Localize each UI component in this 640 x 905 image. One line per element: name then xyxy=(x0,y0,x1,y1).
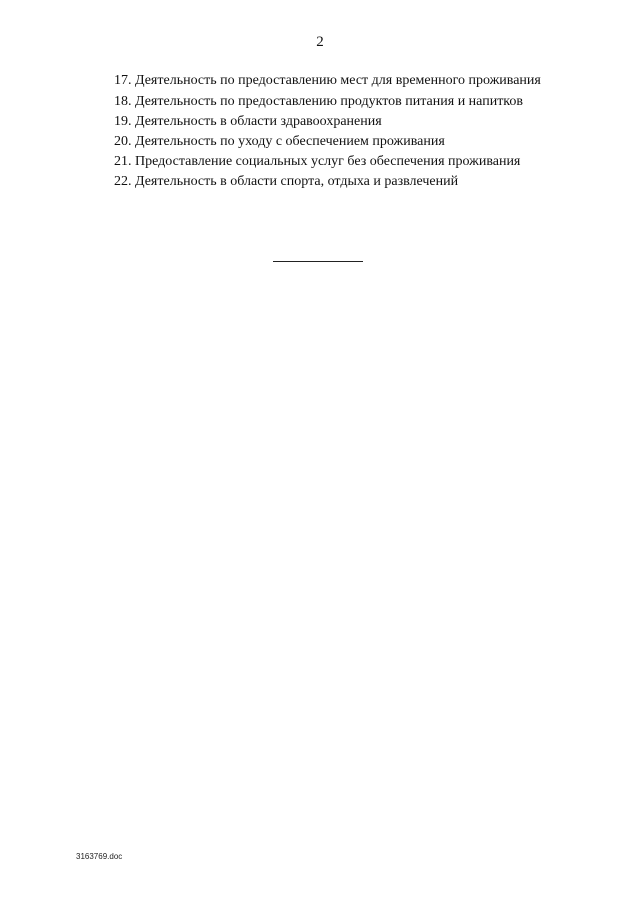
list-item: 18. Деятельность по предоставлению продуктов питания и напитков xyxy=(114,94,524,109)
list-item: 21. Предоставление социальных услуг без обеспечения проживания xyxy=(114,154,521,169)
list-item: 17. Деятельность по предоставлению мест для временного проживания xyxy=(114,73,541,88)
separator-line xyxy=(273,261,363,262)
footer-filename: 3163769.doc xyxy=(76,852,123,861)
page-number: 2 xyxy=(316,34,324,50)
list-item: 19. Деятельность в области здравоохранения xyxy=(114,114,382,129)
list-item: 22. Деятельность в области спорта, отдыха и развлечений xyxy=(114,174,459,189)
activity-list xyxy=(76,70,560,192)
list-item: 20. Деятельность по уходу с обеспечением проживания xyxy=(114,134,445,149)
